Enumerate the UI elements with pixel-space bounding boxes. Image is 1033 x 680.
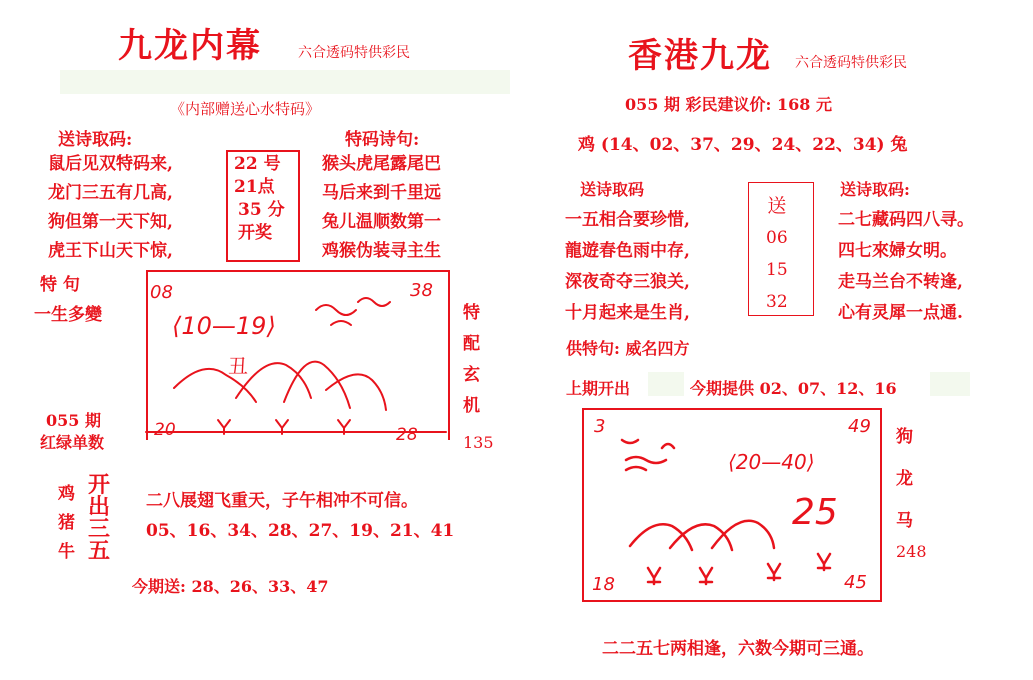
left-side-vertical [463, 298, 480, 422]
side-char: 玄 [463, 365, 480, 385]
vertical-char: 三 [88, 516, 111, 542]
send-box-line: 06 [766, 228, 788, 248]
left-period: 055 期 [46, 411, 101, 430]
left-chart-top-left: 08 [150, 282, 173, 303]
left-banner: 《内部赠送心水特码》 [170, 100, 321, 118]
left-chart-bottom-right: 28 [396, 425, 418, 445]
left-poem-line: 狗但第一天下知, [48, 212, 173, 232]
right-rooster-line: 鸡 (14、02、37、29、24、22、34) 兔 [578, 135, 908, 155]
right-poem-line: 深夜奇夺三狼关, [565, 272, 690, 292]
special-poem-line: 鸡猴伪装寻主生 [322, 241, 441, 261]
animal: 鸡 [58, 484, 75, 504]
right-side-number: 248 [896, 542, 927, 561]
right-subtitle: 六合透码特供彩民 [795, 55, 907, 71]
draw-box-line: 21点 [234, 177, 275, 197]
right-chart-range: ⟨20—40⟩ [728, 450, 815, 474]
left-period-label: 红绿单数 [40, 433, 105, 452]
left-poem-line: 龙门三五有几高, [48, 183, 173, 203]
vertical-char: 开 [88, 472, 111, 498]
right-poem-lines-b [838, 205, 974, 329]
send-box-line: 15 [766, 260, 788, 280]
vertical-char: 出 [88, 494, 111, 520]
side-char: 机 [463, 396, 480, 416]
left-special-phrase: 一生多變 [34, 305, 102, 325]
side-char: 马 [896, 511, 913, 531]
left-chart-mid-glyph: 丑 [228, 354, 248, 378]
right-last-period-band [648, 372, 684, 396]
draw-box-line: 22 号 [234, 154, 281, 174]
left-poem-code-lines [48, 150, 173, 266]
right-chart-sketch [582, 408, 878, 598]
right-poem-line: 一五相合要珍惜, [565, 210, 690, 230]
left-today-send: 今期送: 28、26、33、47 [132, 577, 329, 596]
right-chart-top-left: 3 [594, 416, 606, 437]
send-box-line: 送 [767, 195, 787, 217]
send-box-line: 32 [766, 292, 788, 312]
left-animals [58, 480, 75, 567]
left-chart-sketch [146, 270, 446, 450]
side-char: 配 [463, 334, 480, 354]
animal: 猪 [58, 513, 75, 533]
right-bottom-verse: 二二五七两相逢，六数今期可三通。 [602, 639, 874, 659]
left-chart-range: ⟨10—19⟩ [172, 312, 276, 340]
left-side-number: 135 [463, 433, 494, 452]
left-poem-line: 鼠后见双特码来, [48, 154, 173, 174]
left-draw-box-lines [234, 153, 285, 245]
special-poem-line: 马后来到千里远 [322, 183, 441, 203]
right-poem-heading-b: 送诗取码: [840, 180, 910, 199]
left-animals-vertical [88, 474, 110, 562]
side-char: 龙 [896, 469, 913, 489]
draw-box-line: 开奖 [238, 223, 272, 243]
left-special-phrase-title: 特 句 [40, 275, 80, 295]
right-side-vertical [896, 416, 913, 542]
left-special-poem-heading: 特码诗句: [345, 130, 420, 150]
right-poem-line: 龍遊春色雨中存, [565, 241, 690, 261]
left-special-poem-lines [322, 150, 441, 266]
special-poem-line: 猴头虎尾露尾巴 [322, 154, 441, 174]
right-poem-line: 四七來婦女明。 [838, 241, 957, 261]
special-poem-line: 兔儿温顺数第一 [322, 212, 441, 232]
right-price-line: 055 期 彩民建议价: 168 元 [625, 95, 832, 114]
side-char: 狗 [896, 427, 913, 447]
right-poem-line: 走马兰台不转逢, [838, 272, 963, 292]
right-poem-heading-a: 送诗取码 [580, 180, 645, 199]
right-title: 香港九龙 [628, 36, 772, 76]
right-this-period: 今期提供 02、07、12、16 [690, 379, 897, 398]
right-chart-bottom-right: 45 [844, 572, 867, 593]
left-poem-line: 虎王下山天下惊, [48, 241, 173, 261]
left-title: 九龙内幕 [118, 26, 262, 66]
vertical-char: 五 [88, 538, 111, 564]
right-chart-bottom-left: 18 [592, 574, 615, 595]
right-this-period-band [930, 372, 970, 396]
right-poem-line: 二七藏码四八寻。 [838, 210, 974, 230]
right-special-line: 供特句: 威名四方 [566, 339, 690, 358]
left-poem-code-heading: 送诗取码: [58, 130, 133, 150]
left-numbers: 05、16、34、28、27、19、21、41 [146, 521, 455, 541]
right-last-period: 上期开出 [566, 379, 631, 398]
right-send-box-lines [766, 190, 788, 318]
right-chart-top-right: 49 [848, 416, 871, 437]
draw-box-line: 35 分 [238, 200, 285, 220]
right-chart-mid-number: 25 [792, 492, 838, 533]
left-verse: 二八展翅飞重天，子午相冲不可信。 [146, 491, 418, 511]
side-char: 特 [463, 303, 480, 323]
right-poem-line: 十月起来是生肖, [565, 303, 690, 323]
left-banner-band [60, 70, 510, 94]
left-chart-top-right: 38 [410, 280, 433, 301]
right-poem-line: 心有灵犀一点通. [838, 303, 963, 323]
left-subtitle: 六合透码特供彩民 [298, 45, 410, 61]
animal: 牛 [58, 542, 75, 562]
left-chart-bottom-left: 20 [154, 420, 176, 440]
right-poem-lines-a [565, 205, 690, 329]
